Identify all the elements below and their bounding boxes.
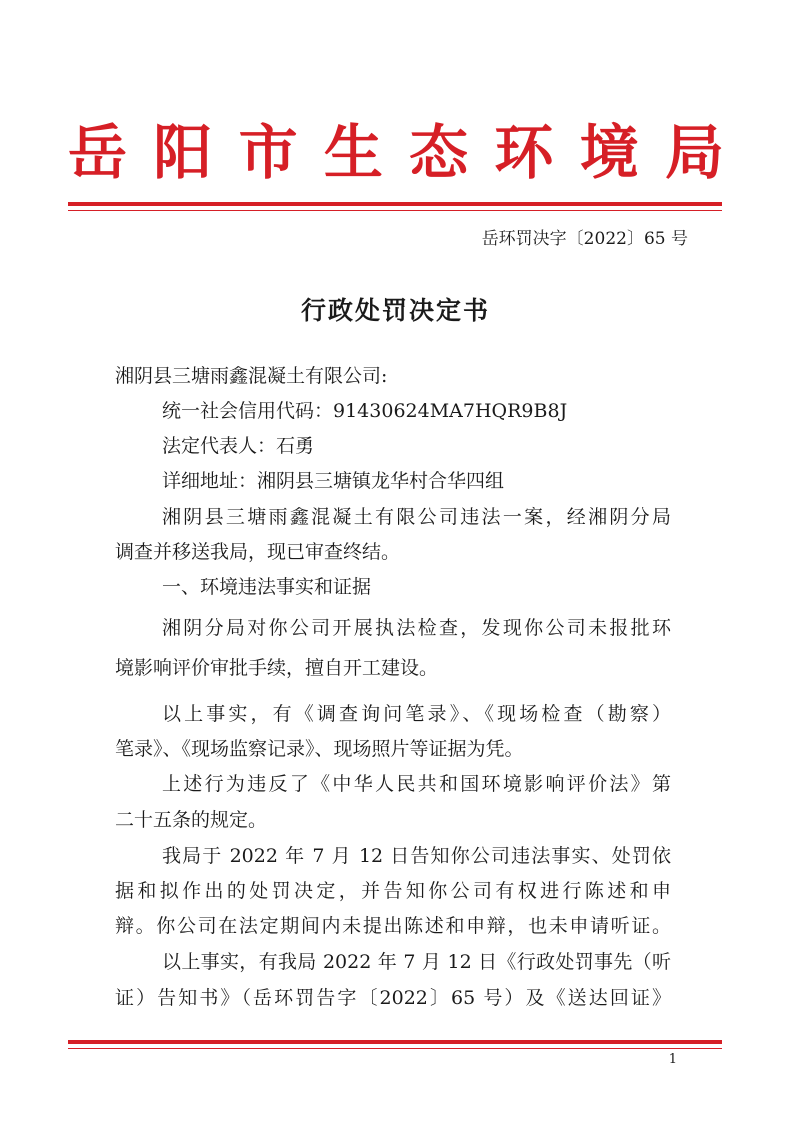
legal-rep-line: 法定代表人：石勇 [162,435,315,457]
section-heading: 一、环境违法事实和证据 [162,576,372,598]
paragraph-line: 证）告知书》（岳环罚告字〔2022〕65 号）及《送达回证》 [115,987,671,1009]
document-number: 岳环罚决字〔2022〕65 号 [481,229,688,249]
paragraph-line: 湘阴分局对你公司开展执法检查，发现你公司未报批环 [162,617,671,639]
paragraph-line: 据和拟作出的处罚决定，并告知你公司有权进行陈述和申 [115,880,671,902]
red-header-rule-thin [68,210,722,211]
paragraph-line: 以上事实，有《调查询问笔录》、《现场检查（勘察） [162,703,671,725]
paragraph-line: 湘阴县三塘雨鑫混凝土有限公司违法一案，经湘阴分局 [162,506,671,528]
paragraph-line: 境影响评价审批手续，擅自开工建设。 [115,657,439,679]
address-line: 详细地址：湘阴县三塘镇龙华村合华四组 [162,470,505,492]
document-title: 行政处罚决定书 [300,296,490,325]
credit-code-line: 统一社会信用代码：91430624MA7HQR9B8J [162,400,568,422]
page-number: 1 [668,1052,677,1067]
red-footer-rule [68,1040,722,1044]
paragraph-line: 辩。你公司在法定期间内未提出陈述和申辩，也未申请听证。 [115,915,671,937]
agency-masthead: 岳阳市生态环境局 [68,118,724,187]
red-header-rule [68,202,722,206]
paragraph-line: 笔录》、《现场监察记录》、现场照片等证据为凭。 [115,738,524,760]
paragraph-line: 我局于 2022 年 7 月 12 日告知你公司违法事实、处罚依 [162,845,671,867]
paragraph-line: 调查并移送我局，现已审查终结。 [115,541,401,563]
paragraph-line: 以上事实，有我局 2022 年 7 月 12 日《行政处罚事先（听 [162,951,671,973]
paragraph-line: 上述行为违反了《中华人民共和国环境影响评价法》第 [162,773,671,795]
paragraph-line: 二十五条的规定。 [115,809,268,831]
red-footer-rule-thin [68,1048,722,1049]
recipient-line: 湘阴县三塘雨鑫混凝土有限公司: [115,365,388,387]
